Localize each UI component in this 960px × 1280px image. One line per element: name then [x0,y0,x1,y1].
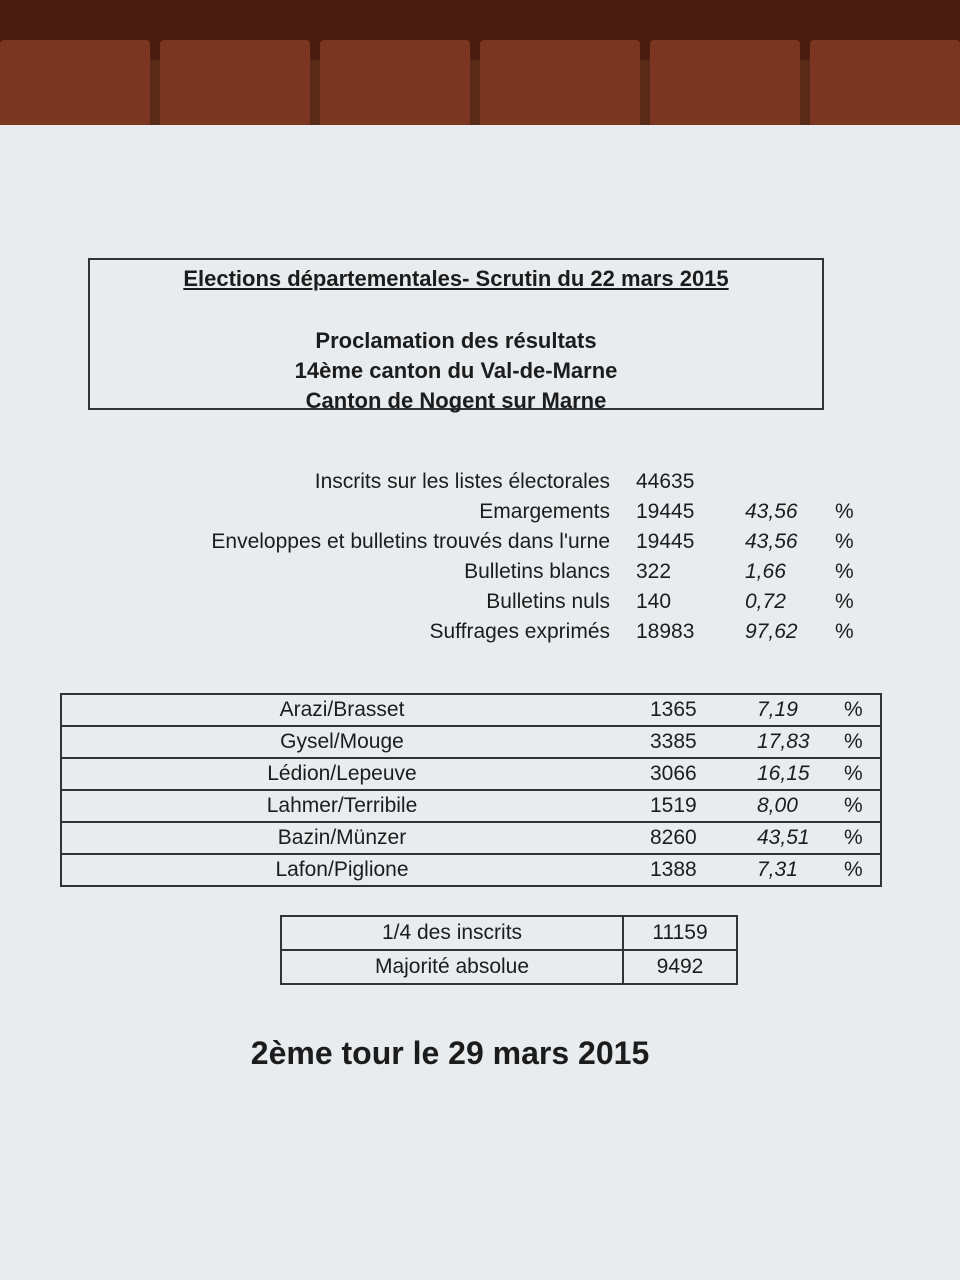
stat-value: 44635 [636,470,695,493]
stat-row [0,470,960,500]
stat-percent: 0,72 [745,590,786,613]
stat-label: Bulletins nuls [486,590,610,613]
candidate-name: Bazin/Münzer [277,826,407,849]
percent-sign: % [844,730,863,753]
percent-sign: % [835,620,854,643]
stat-value: 19445 [636,530,695,553]
threshold-label: Majorité absolue [282,951,624,983]
stat-label: Emargements [479,500,610,523]
candidate-votes: 3385 [650,730,697,753]
election-title: Elections départementales- Scrutin du 22 mars 2015 [183,266,729,291]
table-row [62,855,880,885]
stat-label: Inscrits sur les listes électorales [314,470,610,493]
percent-sign: % [835,590,854,613]
percent-sign: % [844,762,863,785]
stat-value: 18983 [636,620,695,643]
candidate-percent: 8,00 [757,794,798,817]
stat-value: 19445 [636,500,695,523]
percent-sign: % [844,794,863,817]
table-row [62,823,880,855]
stat-percent: 1,66 [745,560,786,583]
stat-percent: 43,56 [745,500,798,523]
proclamation-line: Proclamation des résultats [315,328,597,353]
canton-name-line: Canton de Nogent sur Marne [305,388,607,413]
second-round-heading: 2ème tour le 29 mars 2015 [250,1035,650,1071]
candidate-name: Lahmer/Terribile [266,794,418,817]
stat-percent: 43,56 [745,530,798,553]
candidate-votes: 1388 [650,858,697,881]
proclamation-block [90,326,822,416]
threshold-label: 1/4 des inscrits [282,917,624,949]
candidate-name: Lédion/Lepeuve [267,762,417,785]
candidate-votes: 1519 [650,794,697,817]
stat-row [0,500,960,530]
table-row [62,759,880,791]
threshold-value: 9492 [656,955,704,978]
stat-row [0,530,960,560]
candidate-votes: 3066 [650,762,697,785]
stat-value: 140 [636,590,672,613]
percent-sign: % [844,858,863,881]
stat-row [0,620,960,650]
candidate-name: Arazi/Brasset [279,698,405,721]
table-row [62,695,880,727]
candidate-percent: 43,51 [757,826,810,849]
table-row [62,727,880,759]
stat-label: Suffrages exprimés [429,620,610,643]
stat-value: 322 [636,560,672,583]
candidate-percent: 7,31 [757,858,798,881]
threshold-value: 11159 [652,921,708,944]
stat-row [0,590,960,620]
percent-sign: % [835,530,854,553]
candidate-votes: 1365 [650,698,697,721]
percent-sign: % [844,826,863,849]
canton-number-line: 14ème canton du Val-de-Marne [294,358,618,383]
stat-label: Enveloppes et bulletins trouvés dans l'urne [211,530,610,553]
percent-sign: % [844,698,863,721]
candidate-percent: 16,15 [757,762,810,785]
stat-row [0,560,960,590]
table-row [62,791,880,823]
stat-label: Bulletins blancs [464,560,610,583]
candidates-table [60,693,882,887]
candidate-name: Lafon/Piglione [275,858,409,881]
table-row [282,917,736,951]
document-page [0,125,960,1280]
table-row [282,951,736,983]
header-box [88,258,824,413]
stat-percent: 97,62 [745,620,798,643]
percent-sign: % [835,560,854,583]
percent-sign: % [835,500,854,523]
candidate-votes: 8260 [650,826,697,849]
candidate-percent: 17,83 [757,730,810,753]
thresholds-table [280,915,738,985]
candidate-percent: 7,19 [757,698,798,721]
candidate-name: Gysel/Mouge [280,730,404,753]
